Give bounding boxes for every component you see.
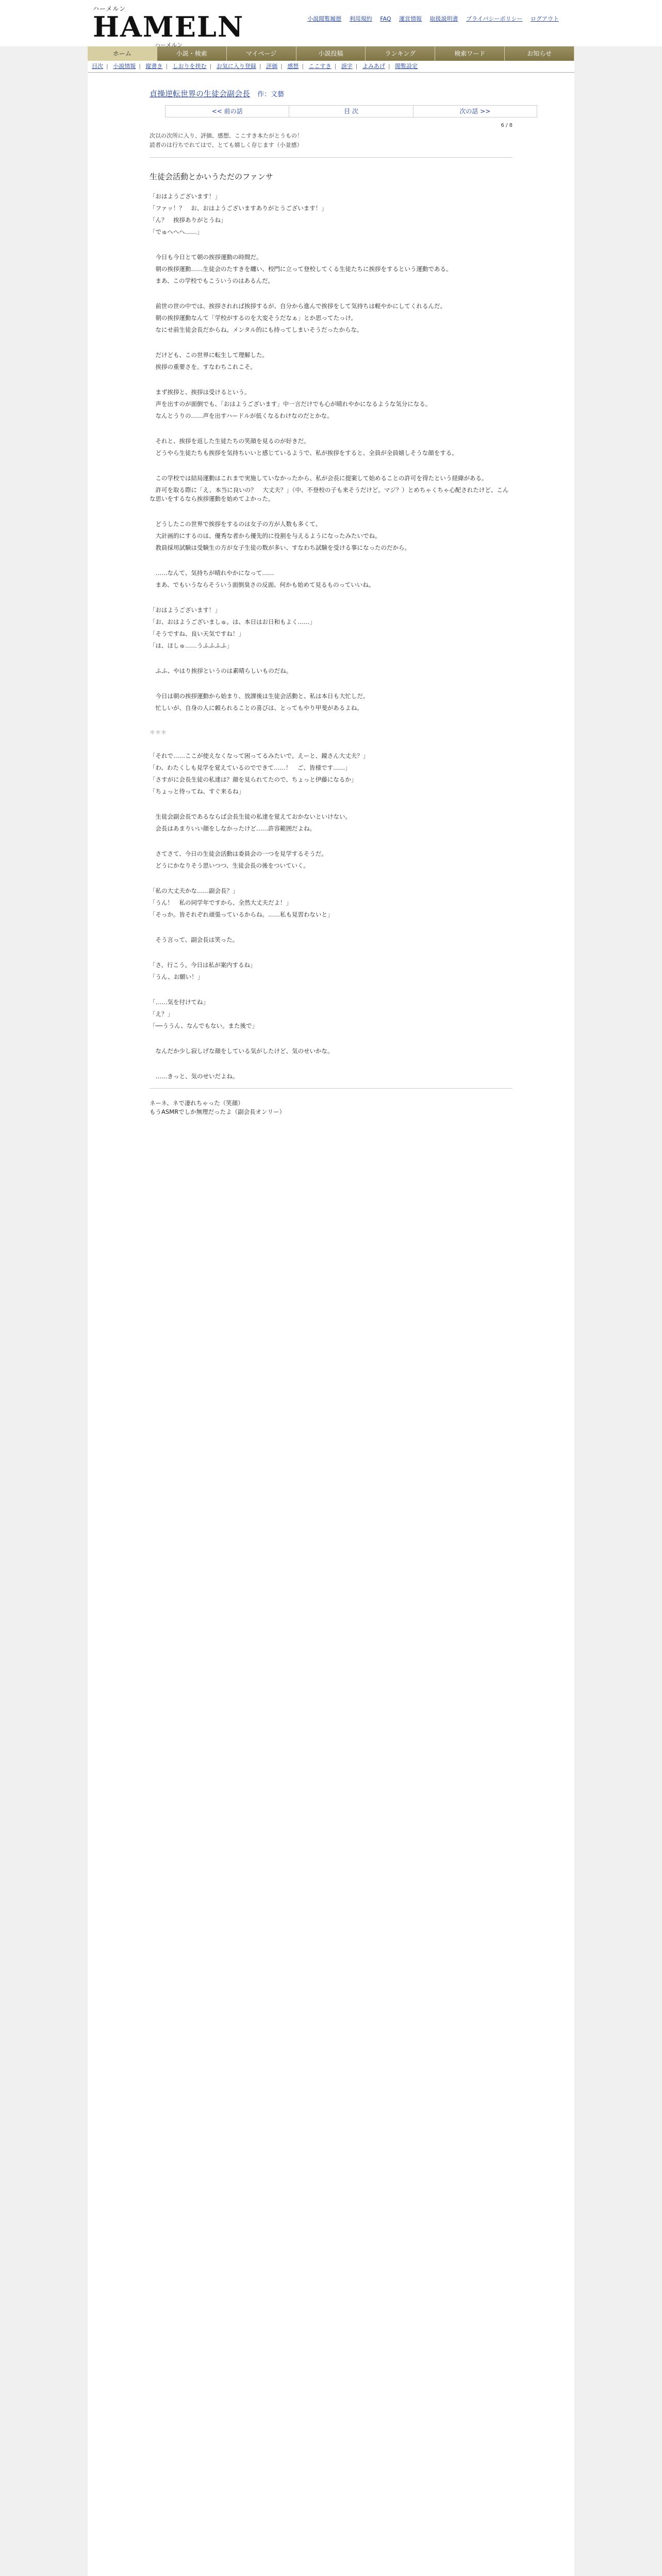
paragraph: 「お、おはようございましゅ。は、本日はお日和もよく……」 [150, 618, 316, 625]
nav-search[interactable]: 小説・検索 [157, 46, 227, 61]
paragraph [150, 679, 512, 689]
story-nav-rate[interactable]: 評価 [266, 63, 278, 70]
top-link-logout[interactable]: ログアウト [531, 15, 559, 22]
paragraph: さてさて、今日の生徒会活動は委員会の一つを見学するそうだ。 [150, 850, 327, 857]
chapter-title: 生徒会活動とかいうただのファンサ [150, 172, 273, 181]
paragraph: 「うん、お願い！」 [150, 973, 204, 980]
paragraph: 教員採用試験は受験生の方が女子生徒の数が多い、すなわち試験を受ける事になったのだから。 [150, 544, 410, 551]
story-title[interactable]: 貞操逆転世界の生徒会副会長 [150, 89, 251, 98]
site-header [0, 0, 662, 46]
paragraph: 「うん！ 私の同学年ですから、全然大丈夫だよ！」 [150, 899, 292, 906]
paragraph: 「は、ほしゅ……うふふふふ」 [150, 642, 233, 649]
paragraph: この学校では結局運動はこれまで実施していなかったから、私が会長に提案して始めることの許可を得たという経緯がある。 [150, 474, 488, 482]
story-nav-toc[interactable]: 目次 [92, 63, 103, 70]
nav-ranking[interactable]: ランキング [366, 46, 435, 61]
nav-keyword[interactable]: 検索ワード [435, 46, 505, 61]
story-nav-bookmark[interactable]: しおりを挟む [172, 63, 207, 70]
foreword-line: 次以の次所に入り、評価、感想、ここすき本たがとうもの！ [150, 132, 303, 139]
paragraph [150, 799, 512, 809]
paragraph: 「さすがに会長生徒の私達は？顔を見られてたので、ちょっと伊藤になるか」 [150, 776, 357, 783]
paragraph: どうしたこの世界で挨拶をするのは女子の方が人数も多くて、 [150, 520, 322, 528]
paragraph: 挨拶の重要さを。すなわちこれこそ。 [150, 363, 256, 370]
paragraph [150, 289, 512, 299]
paragraph: ふふ、やはり挨拶というのは素晴らしいものだね。 [150, 667, 292, 674]
paragraph [150, 873, 512, 884]
paragraph [150, 375, 512, 385]
paragraph: どうにかなりそう思いつつ、生徒会長の後をついていく。 [150, 862, 309, 869]
paragraph: 声を出すのが面倒でも、「おはようございます」中一言だけでも心が晴れやかになるような気分になる。 [150, 400, 432, 408]
story-nav-favorite[interactable]: お気に入り登録 [216, 63, 256, 70]
logo-small: ハーメルン [93, 5, 126, 12]
prev-chapter-link[interactable]: << 前の話 [166, 106, 289, 117]
story-nav-tts[interactable]: よみあげ [362, 63, 385, 70]
pager [165, 105, 537, 117]
story-nav-typo[interactable]: 誤字 [341, 63, 353, 70]
logo-big: HAMELN [93, 10, 244, 43]
paragraph: どうやら生徒たちも挨拶を気持ちいいと感じているようで、私が挨拶をすると、全員が全員嬉しそうな顔をする。 [150, 449, 458, 456]
top-links [301, 14, 559, 23]
nav-post[interactable]: 小説投稿 [296, 46, 366, 61]
story-author[interactable]: 作：文藝 [257, 91, 285, 98]
paragraph [150, 240, 512, 250]
nav-home[interactable]: ホーム [88, 46, 157, 61]
paragraph: 朝の挨拶運動……生徒会のたすきを纏い、校門に立って登校してくる生徒たちに挨拶をするという運動である。 [150, 265, 452, 273]
top-link-faq[interactable]: FAQ [380, 15, 391, 22]
paragraph [150, 337, 512, 348]
paragraph: なんだか少し寂しげな顔をしている気がしたけど、気のせいかな。 [150, 1047, 334, 1055]
paragraph: 「でゅへへへ……」 [150, 228, 203, 235]
paragraph: 朝の挨拶運動なんて「学校がするのを大変そうだなぁ」とか思ってたっけ。 [150, 314, 357, 321]
story-nav-vertical[interactable]: 縦書き [145, 63, 163, 70]
paragraph: 「ファッ！？ お、おはようございますありがとうございます！」 [150, 205, 327, 212]
paragraph: 許可を取る際に「え、本当に良いの？ 大丈夫？」（中、不登校の子も来そうだけど。マジ？）とめちゃくちゃ心配されたけど、こんな思いをするなら挨拶運動を始めてよかった。 [150, 486, 509, 502]
paragraph [150, 1059, 512, 1069]
paragraph: そう言って、副会長は笑った。 [150, 936, 239, 943]
paragraph: なにせ前生徒会長だからね。メンタル的にも持ってしまいそうだったからな。 [150, 326, 363, 333]
story-nav: 目次 | 小説情報 | 縦書き | しおりを挟む | お気に入り登録 | 評価 | 感想 | ここすき | 誤字 | よみあげ | 閲覧設定 [88, 61, 574, 73]
story-main [88, 73, 574, 2576]
page-number: 6 / 8 [501, 123, 512, 128]
paragraph: 今日は朝の挨拶運動から始まり、放課後は生徒会活動と、私は本日も大忙しだ。 [150, 692, 369, 700]
divider-line [150, 157, 512, 158]
paragraph: 「おはようございます！」 [150, 606, 221, 614]
paragraph [150, 423, 512, 434]
paragraph: 「おはようございます！」 [150, 193, 221, 200]
paragraph: 「それで……ここが使えなくなって困ってるみたいで。えーと、鏡さん大丈夫？」 [150, 752, 369, 759]
paragraph: 「私の大丈夫かな……副会長？」 [150, 887, 239, 894]
paragraph: 「そうですね、良い天気ですね！」 [150, 630, 244, 637]
paragraph [150, 985, 512, 995]
top-link-manual[interactable]: 取扱説明書 [429, 15, 458, 22]
paragraph: 「ん？ 挨拶ありがとうね」 [150, 216, 227, 224]
paragraph: 「さ、行こう。今日は私が案内するね」 [150, 961, 256, 969]
paragraph: ……なんて、気持ちが晴れやかになって…… [150, 569, 274, 577]
logo-kana: ハーメルン [155, 42, 183, 48]
paragraph: 「──ううん、なんでもない。また後で」 [150, 1022, 258, 1029]
paragraph: 大計画的にするのは、優秀な者から優先的に役割を与えるようになったみたいでね。 [150, 532, 381, 539]
top-link-privacy[interactable]: プライバシーポリシー [466, 15, 523, 22]
story-nav-review[interactable]: 感想 [287, 63, 299, 70]
paragraph [150, 653, 512, 664]
toc-link[interactable]: 目 次 [289, 106, 413, 117]
paragraph [150, 555, 512, 566]
paragraph: なんとうりの……声を出すハードルが低くなるわけなのだとかな。 [150, 412, 333, 419]
paragraph [150, 836, 512, 846]
paragraph: 生徒会副会長であるならば会長生徒の私達を覚えておかないといけない。 [150, 813, 351, 820]
top-link-info[interactable]: 運営情報 [399, 15, 422, 22]
paragraph: 「……気を付けてね」 [150, 998, 209, 1006]
paragraph: まあ、この学校でもこういうのはあるんだ。 [150, 277, 274, 284]
paragraph: それと、挨拶を返した生徒たちの笑顔を見るのが好きだ。 [150, 437, 310, 445]
paragraph: 「え？」 [150, 1010, 173, 1018]
paragraph: 「わ、わたくしも見学を覚えているのでできて……！ ご、皆様です……」 [150, 764, 351, 771]
nav-mypage[interactable]: マイページ [227, 46, 296, 61]
paragraph [150, 461, 512, 471]
paragraph [150, 922, 512, 933]
chapter-body [150, 192, 512, 713]
paragraph: 今日も今日とて朝の挨拶運動の時間だ。 [150, 253, 262, 261]
paragraph: まあ、でもいうならそういう面倒臭さの反面、何かも始めて見るものっていいね。 [150, 581, 375, 588]
paragraph [150, 947, 512, 958]
paragraph: 会長はあまりいい顔をしなかったけど……許容範囲だよね。 [150, 825, 316, 832]
next-chapter-link[interactable]: 次の話 >> [459, 108, 491, 115]
paragraph: だけども、この世界に転生して理解した。 [150, 351, 268, 359]
divider-line [150, 1088, 512, 1089]
story-nav-like[interactable]: ここすき [308, 63, 332, 70]
chapter-body-2 [150, 752, 512, 1081]
nav-news[interactable]: お知らせ [505, 46, 574, 61]
top-link-history[interactable]: 小説閲覧履歴 [307, 15, 342, 22]
scene-divider: ＊＊＊ [150, 729, 167, 736]
paragraph: 前世の世の中では、挨拶されれば挨拶するが、自分から進んで挨拶をして気持ちは軽やかにしてくれるんだ。 [150, 302, 446, 310]
paragraph: 「そっか。皆それぞれ頑張っているからね。……私も見習わないと」 [150, 911, 334, 918]
story-nav-settings[interactable]: 閲覧設定 [395, 63, 418, 70]
foreword-line: 読者のは行ちでれてはで、とても嬉しく存じます（小並感） [150, 142, 303, 148]
story-title-row [150, 73, 512, 99]
story-nav-info[interactable]: 小説情報 [113, 63, 136, 70]
site-logo[interactable] [93, 4, 244, 48]
paragraph: 「ちょっと待ってね、すぐ来るね」 [150, 788, 244, 795]
paragraph: 忙しいが、自身の人に頼られることの喜びは、とってもやり甲斐があるよね。 [150, 704, 363, 711]
foreword [150, 131, 512, 150]
paragraph [150, 592, 512, 603]
paragraph: ……きっと、気のせいだよね。 [150, 1073, 239, 1080]
paragraph [150, 1033, 512, 1044]
paragraph [150, 506, 512, 517]
paragraph: まず挨拶と、挨拶は受けるという。 [150, 388, 251, 396]
top-link-terms[interactable]: 利用規約 [349, 15, 372, 22]
postscript: ネーネ、ネで凄れちゃった（笑顔） もうASMRでしか無理だったよ（副会長オンリー） [150, 1099, 286, 1115]
